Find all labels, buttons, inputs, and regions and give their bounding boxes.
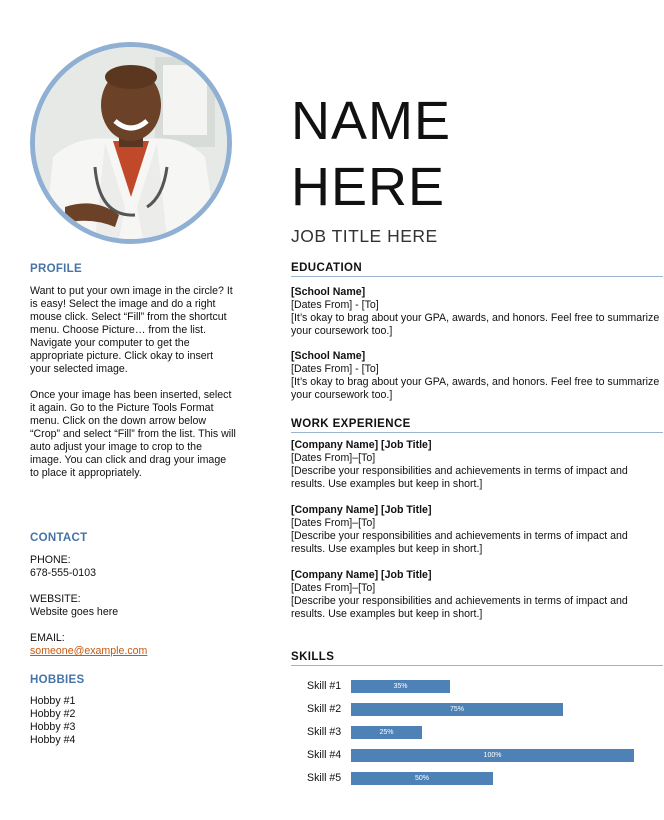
- company-job-title: [Company Name] [Job Title]: [291, 439, 432, 451]
- work-dates: [Dates From]–[To]: [291, 452, 376, 464]
- skill-bar: [351, 703, 563, 716]
- education-dates: [Dates From] - [To]: [291, 363, 379, 375]
- work-dates: [Dates From]–[To]: [291, 517, 376, 529]
- education-section: [291, 262, 663, 402]
- hobby-item: Hobby #3: [30, 721, 76, 733]
- name-line-1: NAME: [291, 91, 452, 151]
- profile-photo[interactable]: [30, 42, 232, 244]
- work-entry: [291, 439, 663, 491]
- hobby-item: Hobby #2: [30, 708, 76, 720]
- skill-label: Skill #4: [307, 749, 342, 761]
- skill-bar: [351, 772, 493, 785]
- skill-label: Skill #3: [307, 726, 342, 738]
- website-value: Website goes here: [30, 606, 119, 618]
- skills-section: [291, 651, 663, 666]
- skills-heading: SKILLS: [291, 651, 663, 666]
- company-job-title: [Company Name] [Job Title]: [291, 569, 432, 581]
- skill-value-label: 50%: [414, 775, 429, 782]
- education-heading: EDUCATION: [291, 262, 663, 277]
- work-section: [291, 418, 663, 621]
- profile-paragraph-2: Once your image has been inserted, select it again. Go to the Picture Tools Format menu. Click on the down arrow below “Crop” and select “Fill” from the list. This will auto adjust your image to crop to the image. You can click and drag your image to place it appropriately.: [30, 389, 236, 479]
- work-description: [Describe your responsibilities and achievements in terms of impact and results. Use examples but keep in short.]: [291, 595, 628, 620]
- education-description: [It’s okay to brag about your GPA, awards, and honors. Feel free to summarize your coursework too.]: [291, 312, 660, 337]
- skill-label: Skill #5: [307, 772, 342, 784]
- skill-bar: [351, 749, 634, 762]
- work-entry: [291, 504, 663, 556]
- skill-value-label: 75%: [449, 706, 464, 713]
- phone-label: PHONE:: [30, 554, 71, 566]
- skill-value-label: 100%: [483, 752, 502, 759]
- work-dates: [Dates From]–[To]: [291, 582, 376, 594]
- name-heading: [291, 88, 451, 220]
- education-dates: [Dates From] - [To]: [291, 299, 379, 311]
- school-name: [School Name]: [291, 350, 366, 362]
- hobbies-section: [30, 674, 236, 747]
- skill-bar: [351, 680, 450, 693]
- hobbies-heading: HOBBIES: [30, 674, 85, 686]
- skill-label: Skill #2: [307, 703, 342, 715]
- profile-paragraph-1: Want to put your own image in the circle? It is easy! Select the image and do a right mouse click. Select “Fill” from the shortcut menu. Choose Picture… from the list. Navigate your computer to get the appropriate picture. Click okay to insert your selected image.: [30, 285, 233, 375]
- hobby-item: Hobby #4: [30, 734, 76, 746]
- skill-value-label: 35%: [393, 683, 408, 690]
- email-link[interactable]: someone@example.com: [30, 645, 148, 657]
- phone-value: 678-555-0103: [30, 567, 96, 579]
- email-label: EMAIL:: [30, 632, 65, 644]
- work-entry: [291, 569, 663, 621]
- work-description: [Describe your responsibilities and achievements in terms of impact and results. Use examples but keep in short.]: [291, 465, 628, 490]
- job-title: JOB TITLE HERE: [291, 226, 438, 246]
- contact-section: [30, 532, 236, 658]
- school-name: [School Name]: [291, 286, 366, 298]
- company-job-title: [Company Name] [Job Title]: [291, 504, 432, 516]
- contact-heading: CONTACT: [30, 532, 88, 544]
- education-entry: [291, 286, 663, 338]
- skill-label: Skill #1: [307, 680, 342, 692]
- website-label: WEBSITE:: [30, 593, 81, 605]
- education-entry: [291, 350, 663, 402]
- skill-value-label: 25%: [379, 729, 394, 736]
- work-heading: WORK EXPERIENCE: [291, 418, 663, 433]
- education-description: [It’s okay to brag about your GPA, awards, and honors. Feel free to summarize your coursework too.]: [291, 376, 660, 401]
- profile-heading: PROFILE: [30, 263, 82, 275]
- profile-section: [30, 263, 236, 480]
- work-description: [Describe your responsibilities and achievements in terms of impact and results. Use examples but keep in short.]: [291, 530, 628, 555]
- hobby-item: Hobby #1: [30, 695, 76, 707]
- name-line-2: HERE: [291, 157, 446, 217]
- skill-bar: [351, 726, 422, 739]
